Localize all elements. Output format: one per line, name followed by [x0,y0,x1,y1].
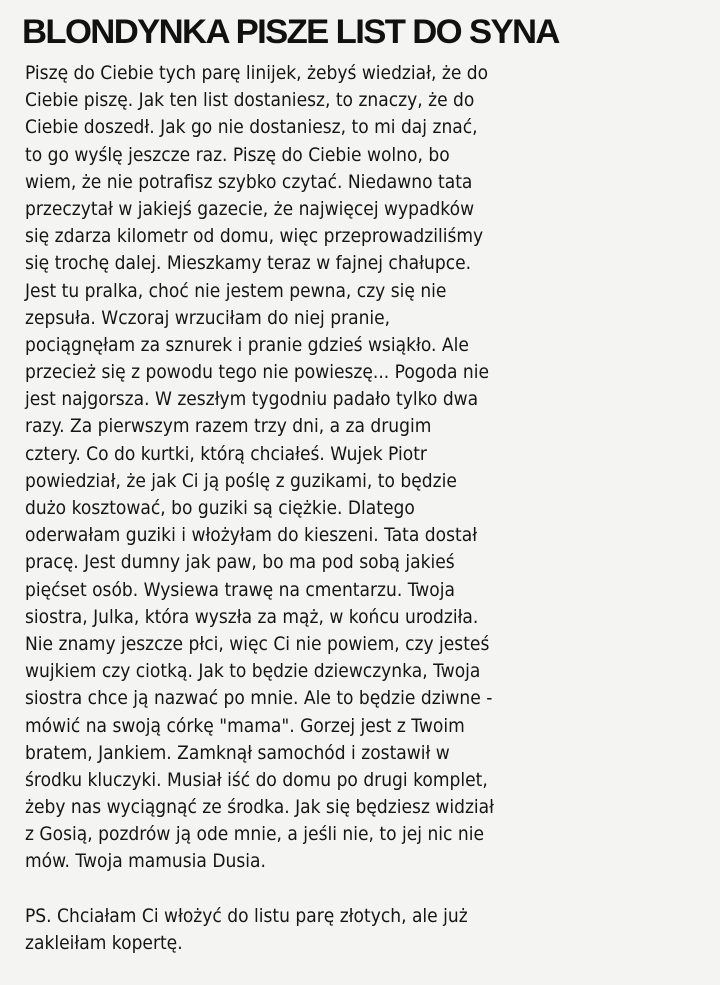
letter-line: razy. Za pierwszym razem trzy dni, a za drugim [25,415,432,438]
letter-line: pociągnęłam za sznurek i pranie gdzieś wsiąkło. Ale [25,333,469,356]
letter-line: mówić na swoją córkę "mama". Gorzej jest z Twoim [25,714,465,737]
letter-line: bratem, Jankiem. Zamknął samochód i zostawił w [25,741,450,764]
letter-line: pięćset osób. Wysiewa trawę na cmentarzu. Twoja [25,578,455,601]
letter-line: się trochę dalej. Mieszkamy teraz w fajnej chałupce. [25,252,472,275]
postscript-line: zakleiłam kopertę. [25,931,183,954]
letter-line: przecież się z powodu tego nie powieszę... Pogoda nie [25,361,489,384]
letter-line: przeczytał w jakiejś gazecie, że najwięcej wypadków [25,197,475,220]
letter-line: siostra, Julka, która wyszła za mąż, w końcu urodziła. [25,605,479,628]
letter-line: Nie znamy jeszcze płci, więc Ci nie powiem, czy jesteś [25,632,490,655]
letter-line: to go wyślę jeszcze raz. Piszę do Ciebie wolno, bo [25,143,450,166]
letter-line: Jest tu pralka, choć nie jestem pewna, czy się nie [25,279,447,302]
letter-line: jest najgorsza. W zeszłym tygodniu padało tylko dwa [25,388,479,411]
letter-line: powiedział, że jak Ci ją poślę z guzikami, to będzie [25,469,457,492]
letter-line: oderwałam guziki i włożyłam do kieszeni. Tata dostał [25,524,478,547]
letter-line: wiem, że nie potrafisz szybko czytać. Niedawno tata [25,170,473,193]
letter-line: Ciebie piszę. Jak ten list dostaniesz, to znaczy, że do [25,89,475,112]
postscript-line: PS. Chciałam Ci włożyć do listu parę złotych, ale już [25,904,468,927]
letter-line: się zdarza kilometr od domu, więc przeprowadziliśmy [25,225,484,248]
letter-line: zepsuła. Wczoraj wrzuciłam do niej pranie, [25,306,391,329]
letter-line: Piszę do Ciebie tych parę linijek, żebyś wiedział, że do [25,62,489,84]
letter-line: siostra chce ją nazwać po mnie. Ale to będzie dziwne - [25,687,493,710]
letter-line: cztery. Co do kurtki, którą chciałeś. Wujek Piotr [25,442,427,465]
letter-line: wujkiem czy ciotką. Jak to będzie dziewczynka, Twoja [25,660,481,683]
letter-line: Ciebie doszedł. Jak go nie dostaniesz, to mi daj znać, [25,116,478,139]
letter-line: dużo kosztować, bo guziki są ciężkie. Dlatego [25,497,415,519]
letter-line: żeby nas wyciągnąć ze środka. Jak się będziesz widział [25,796,495,819]
page-title: BLONDYNKA PISZE LIST DO SYNA [22,13,559,51]
letter-line: pracę. Jest dumny jak paw, bo ma pod sobą jakieś [25,551,455,574]
postscript [25,903,706,957]
letter-body [25,60,706,957]
letter-line: z Gosią, pozdrów ją ode mnie, a jeśli nie, to jej nic nie [25,823,485,846]
letter-line: mów. Twoja mamusia Dusia. [25,850,266,873]
letter-line: środku kluczyki. Musiał iść do domu po drugi komplet, [25,768,488,791]
